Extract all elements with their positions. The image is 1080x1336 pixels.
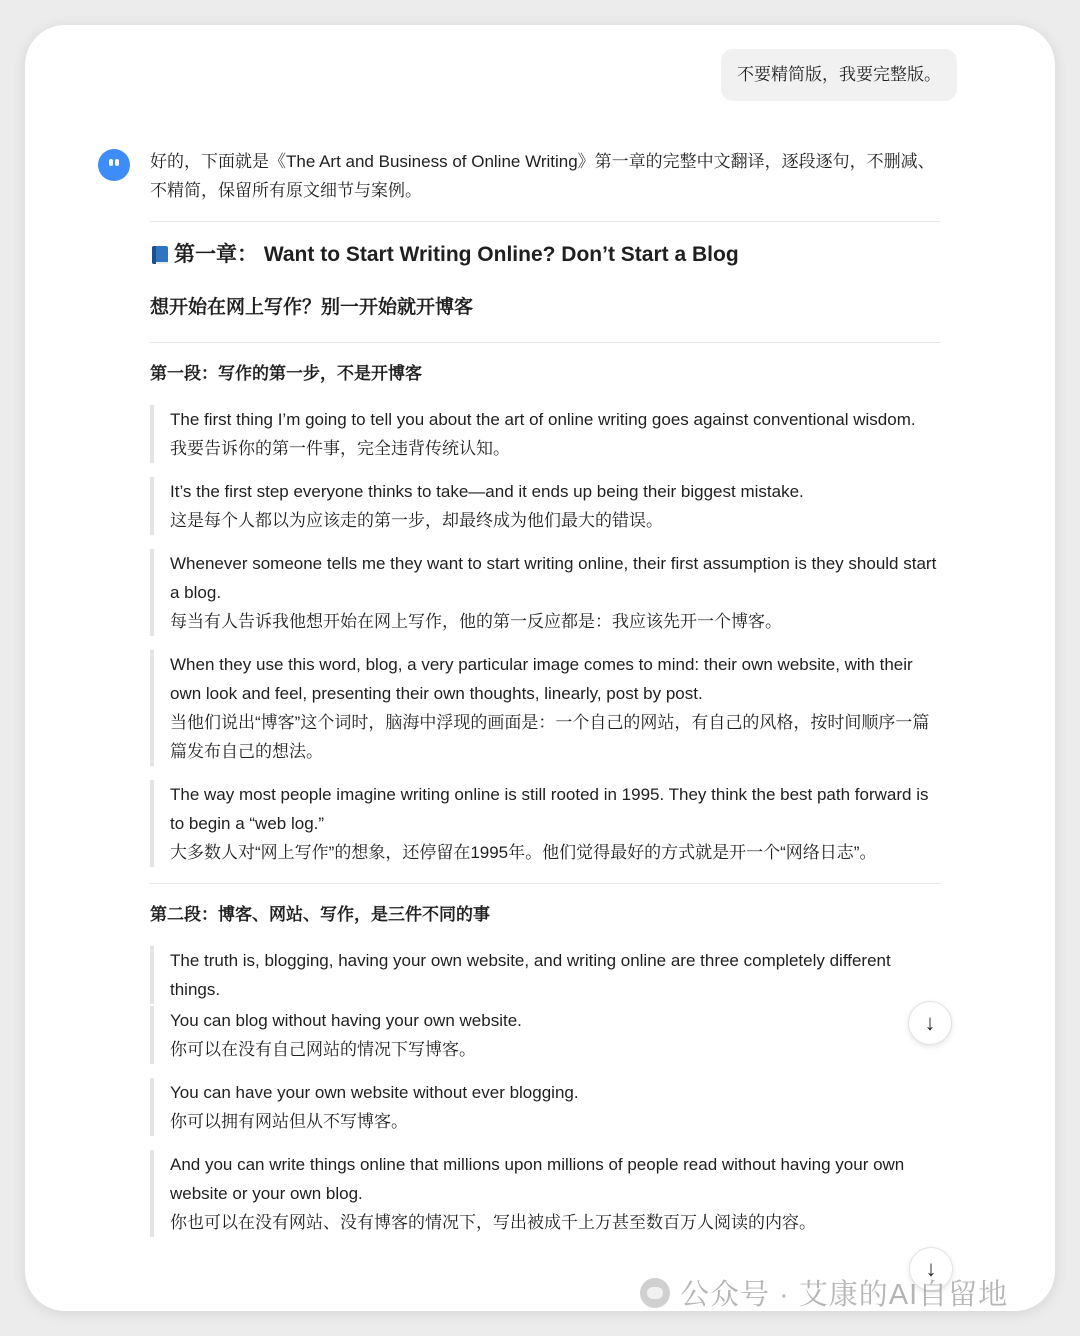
chapter-title (150, 240, 940, 270)
watermark (640, 1272, 1008, 1313)
quote-chinese: 你可以拥有网站但从不写博客。 (170, 1112, 408, 1131)
quote-english: When they use this word, blog, a very particular image comes to mind: their own website, with their own look and feel, presenting their own thoughts, linearly, post by post. (170, 655, 913, 703)
wechat-icon (640, 1278, 670, 1308)
quote-chinese: 大多数人对“网上写作”的想象，还停留在1995年。他们觉得最好的方式就是开一个“网络日志”。 (170, 843, 877, 862)
quote-chinese: 当他们说出“博客”这个词时，脑海中浮现的画面是：一个自己的网站，有自己的风格，按时间顺序一篇篇发布自己的想法。 (170, 713, 930, 761)
section-heading: 第二段：博客、网站、写作，是三件不同的事 (150, 905, 490, 924)
quote-english: The way most people imagine writing online is still rooted in 1995. They think the best path forward is to begin a “web log.” (170, 785, 929, 833)
quote-chinese: 你也可以在没有网站、没有博客的情况下，写出被成千上万甚至数百万人阅读的内容。 (170, 1213, 816, 1232)
user-message-bubble: 不要精简版，我要完整版。 (721, 49, 957, 101)
arrow-down-icon: ↓ (924, 1010, 936, 1035)
book-icon (150, 244, 170, 266)
quote-english: And you can write things online that millions upon millions of people read without having your own website or your own blog. (170, 1155, 905, 1203)
divider (150, 221, 940, 222)
quote-english: You can have your own website without ever blogging. (170, 1083, 579, 1102)
quote-chinese: 你可以在没有自己网站的情况下写博客。 (170, 1040, 476, 1059)
blockquote (150, 549, 940, 636)
blockquote (150, 1006, 940, 1064)
blockquote (150, 1078, 940, 1136)
chapter-title-text: 第一章： Want to Start Writing Online? Don’t Start a Blog (174, 243, 739, 266)
watermark-text: 公众号 · 艾康的AI自留地 (680, 1279, 1009, 1311)
chat-window (25, 25, 1055, 1311)
chapter-subtitle: 想开始在网上写作？别一开始就开博客 (150, 297, 474, 318)
blockquote (150, 780, 940, 867)
arrow-down-icon: ↓ (925, 1256, 937, 1281)
quote-chinese: 每当有人告诉我他想开始在网上写作，他的第一反应都是：我应该先开一个博客。 (170, 612, 782, 631)
quote-english: Whenever someone tells me they want to start writing online, their first assumption is they should start a blog. (170, 554, 937, 602)
blockquote (150, 477, 940, 535)
quote-chinese: 这是每个人都以为应该走的第一步，却最终成为他们最大的错误。 (170, 511, 663, 530)
blockquote (150, 405, 940, 463)
scroll-to-bottom-button[interactable] (908, 1001, 952, 1045)
quote-english: You can blog without having your own website. (170, 1011, 522, 1030)
divider (150, 883, 940, 884)
quote-chinese: 我要告诉你的第一件事，完全违背传统认知。 (170, 439, 510, 458)
assistant-intro: 好的，下面就是《The Art and Business of Online Writing》第一章的完整中文翻译，逐段逐句，不删减、不精简，保留所有原文细节与案例。 (150, 152, 935, 200)
assistant-avatar-icon (98, 149, 130, 181)
assistant-message (150, 147, 940, 1251)
quote-english: The truth is, blogging, having your own website, and writing online are three completely different things. (170, 951, 891, 999)
divider (150, 342, 940, 343)
blockquote (150, 946, 940, 1004)
quote-english: It’s the first step everyone thinks to take—and it ends up being their biggest mistake. (170, 482, 804, 501)
section-heading: 第一段：写作的第一步，不是开博客 (150, 364, 422, 383)
blockquote (150, 650, 940, 766)
blockquote (150, 1150, 940, 1237)
quote-english: The first thing I’m going to tell you about the art of online writing goes against conventional wisdom. (170, 410, 916, 429)
